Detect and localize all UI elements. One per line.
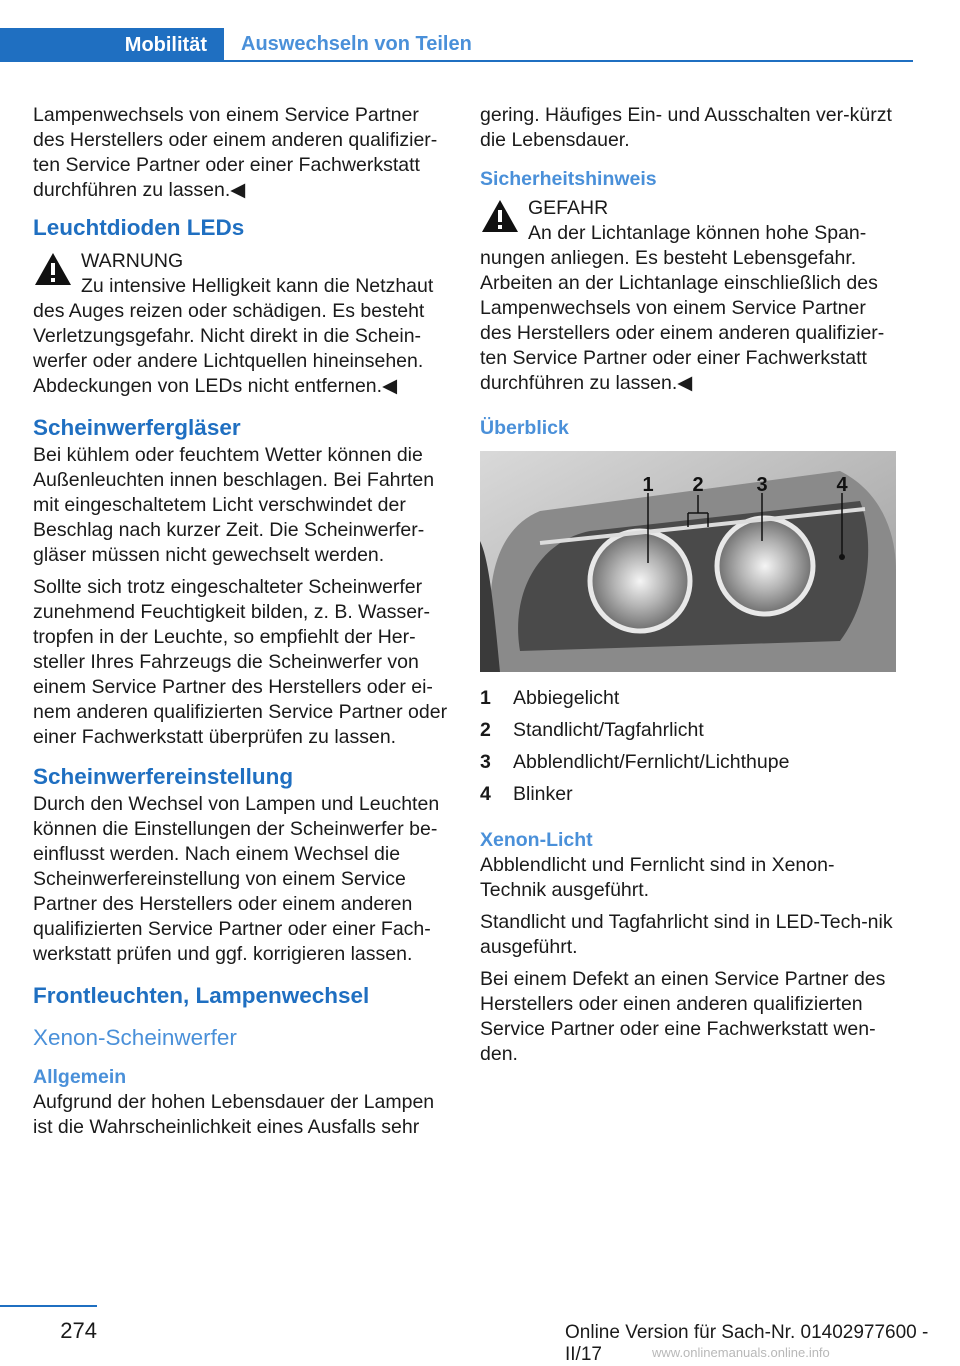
watermark-text: www.onlinemanuals.online.info — [652, 1345, 830, 1360]
tab-section[interactable]: Auswechseln von Teilen — [224, 28, 913, 62]
callout-1: 1 — [642, 474, 654, 496]
header-bar — [0, 28, 896, 62]
callout-2: 2 — [692, 474, 704, 496]
legend-label: Standlicht/Tagfahrlicht — [513, 718, 704, 741]
callout-3: 3 — [756, 474, 768, 496]
danger-text: An der Lichtanlage können hohe Span‐nungen anliegen. Es besteht Lebensgefahr. Arbeiten an der Lichtanlage einschließlich des Lampenwechsels von einem Service Partner des Herstellers oder einem anderen qualifizier‐ten Service Partner oder einer Fachwerkstatt durchführen zu lassen.◀ — [480, 222, 885, 394]
footer-divider — [0, 1305, 97, 1307]
legend-label: Abblendlicht/Fernlicht/Lichthupe — [513, 750, 790, 773]
legend-number: 4 — [480, 782, 491, 805]
legend-number: 1 — [480, 686, 491, 709]
heading-overview: Überblick — [480, 417, 569, 439]
callout-4: 4 — [836, 474, 848, 496]
glass-paragraph-2: Sollte sich trotz eingeschalteter Scheinwerfer zunehmend Feuchtigkeit bilden, z. B. Wasser‐tropfen in der Leuchte, so empfiehlt der Her‐steller Ihres Fahrzeugs die Scheinwerfer von einem Service Partner des Herstellers oder ei‐nem anderen qualifizierten Service Partner oder einer Fachwerkstatt überprüfen zu lassen. — [33, 576, 448, 748]
legend-row — [480, 714, 896, 746]
danger-block — [480, 196, 896, 396]
heading-adjust: Scheinwerfereinstellung — [33, 764, 294, 789]
xenon-paragraph-2: Standlicht und Tagfahrlicht sind in LED-Tech‐nik ausgeführt. — [480, 911, 893, 958]
online-version-note: Online Version für Sach-Nr. 01402977600 - II/17 — [565, 1322, 929, 1365]
legend-number: 3 — [480, 750, 491, 773]
legend-label: Blinker — [513, 782, 573, 805]
legend-label: Abbiegelicht — [513, 686, 620, 709]
warning-block-leds — [33, 249, 449, 399]
continued-paragraph: gering. Häufiges Ein- und Ausschalten ver‐kürzt die Lebensdauer. — [480, 104, 892, 151]
adjust-paragraph: Durch den Wechsel von Lampen und Leuchten können die Einstellungen der Scheinwerfer be‐einflusst werden. Nach einem Wechsel die Scheinwerfereinstellung von einem Service Partner des Herstellers oder einem anderen qualifizierten Service Partner oder einer Fach‐werkstatt prüfen und ggf. korrigieren lassen. — [33, 793, 440, 965]
headlight-photo — [480, 451, 896, 672]
xenon-paragraph-1: Abblendlicht und Fernlicht sind in Xenon-Technik ausgeführt. — [480, 854, 835, 901]
heading-safety: Sicherheitshinweis — [480, 168, 657, 190]
heading-front-lights: Frontleuchten, Lampenwechsel — [33, 983, 370, 1008]
intro-paragraph: Lampenwechsels von einem Service Partner des Herstellers oder einem anderen qualifizier‐ten Service Partner oder einer Fachwerkstatt durchführen zu lassen.◀ — [33, 104, 438, 201]
heading-glass: Scheinwerfergläser — [33, 415, 241, 440]
danger-title: GEFAHR — [528, 197, 609, 219]
warning-text: Zu intensive Helligkeit kann die Netzhaut des Auges reizen oder schädigen. Es besteht Verletzungsgefahr. Nicht direkt in die Schein‐werfer oder andere Lichtquellen hineinsehen. Abdeckungen von LEDs nicht entfernen.◀ — [33, 275, 434, 397]
heading-general: Allgemein — [33, 1066, 127, 1088]
legend-list — [480, 682, 896, 810]
heading-xenon: Xenon-Scheinwerfer — [33, 1025, 237, 1050]
right-column — [480, 103, 896, 1074]
legend-row — [480, 746, 896, 778]
legend-number: 2 — [480, 718, 491, 741]
warning-title: WARNUNG — [81, 250, 184, 272]
heading-xenon-light: Xenon-Licht — [480, 829, 593, 851]
legend-row — [480, 778, 896, 810]
xenon-paragraph-3: Bei einem Defekt an einen Service Partner des Herstellers oder einen anderen qualifizierten Service Partner oder eine Fachwerkstatt wen‐den. — [480, 968, 886, 1065]
legend-row — [480, 682, 896, 714]
page-number: 274 — [60, 1318, 97, 1343]
heading-leds: Leuchtdioden LEDs — [33, 215, 245, 240]
warning-triangle-icon — [480, 198, 520, 234]
warning-triangle-icon — [33, 251, 73, 287]
glass-paragraph-1: Bei kühlem oder feuchtem Wetter können die Außenleuchten innen beschlagen. Bei Fahrten mit eingeschaltetem Licht verschwindet der Beschlag nach kurzer Zeit. Die Scheinwerfer‐gläser müssen nicht gewechselt werden. — [33, 444, 435, 566]
left-column — [33, 103, 449, 1147]
general-paragraph: Aufgrund der hohen Lebensdauer der Lampen ist die Wahrscheinlichkeit eines Ausfalls sehr — [33, 1091, 435, 1138]
tab-chapter[interactable]: Mobilität — [0, 28, 224, 62]
